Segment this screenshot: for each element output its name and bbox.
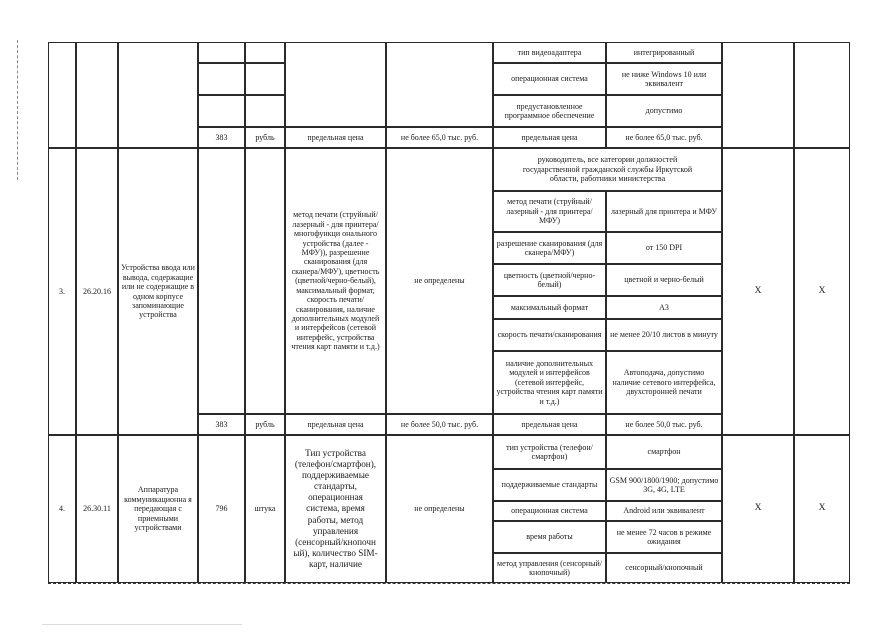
item4-okpd-code: 26.30.11	[76, 435, 118, 583]
top-price-code: 383	[198, 127, 245, 148]
top-price-limit-2: не более 65,0 тыс. руб.	[606, 127, 722, 148]
item3-price-unit: рубль	[245, 414, 285, 435]
item4-row3-value: Android или эквивалент	[606, 501, 722, 521]
item4-row4-value: не менее 72 часов в режиме ожидания	[606, 521, 722, 553]
col7-top	[386, 42, 493, 127]
scan-left-margin-line	[17, 40, 18, 180]
scan-artifact	[42, 624, 242, 625]
item3-number: 3.	[48, 148, 76, 435]
col2-top	[76, 42, 118, 148]
item4-number: 4.	[48, 435, 76, 583]
item3-row6-value: Автоподача, допустимо наличие сетевого интерфейса, двухсторонней печати	[606, 351, 722, 414]
top-price-unit: рубль	[245, 127, 285, 148]
top-r1-characteristic: тип видеоадаптера	[493, 42, 606, 63]
item3-x-mark-1: X	[722, 148, 794, 435]
item4-row4-characteristic: время работы	[493, 521, 606, 553]
bottom-border-line	[48, 583, 850, 584]
item3-row4-value: А3	[606, 296, 722, 319]
item3-category-header: руководитель, все категории должностей государственной гражданской службы Иркутской области, работники министерства	[493, 148, 722, 191]
col3-top	[118, 42, 198, 148]
item3-row2-characteristic: разрешение сканирования (для сканера/МФУ)	[493, 232, 606, 264]
col5-top-r3	[245, 95, 285, 127]
item3-characteristics: метод печати (струйный/лазерный - для принтера/многофункци онального устройства (далее - МФУ)), разрешение сканирования (для сканера/МФУ), цветность (цветной/черно-белый), максимальный формат, скорость печати/сканирования, наличие дополнительных модулей и интерфейсов (сетевой интерфейс, устройства чтения карт памяти и т.д.)	[285, 148, 386, 414]
item4-value: не определены	[386, 435, 493, 583]
col4-top-r1	[198, 42, 245, 63]
item3-okpd-code: 26.20.16	[76, 148, 118, 435]
top-price-label: предельная цена	[285, 127, 386, 148]
item4-row1-value: смартфон	[606, 435, 722, 469]
item3-unit	[245, 148, 285, 414]
item4-characteristics: Тип устройства (телефон/смартфон), поддерживаемые стандарты, операционная система, время работы, метод управления (сенсорный/кнопочн ый), количество SIM-карт, наличие	[285, 435, 386, 583]
item3-name: Устройства ввода или вывода, содержащие или не содержащие в одном корпусе запоминающие устройства	[118, 148, 198, 435]
item4-x-mark-2: X	[794, 435, 850, 583]
top-r1-value: интегрированный	[606, 42, 722, 63]
item3-x-mark-2: X	[794, 148, 850, 435]
col4-top-r3	[198, 95, 245, 127]
item4-row1-characteristic: тип устройства (телефон/смартфон)	[493, 435, 606, 469]
col4-top-r2	[198, 63, 245, 95]
item3-row4-characteristic: максимальный формат	[493, 296, 606, 319]
col5-top-r1	[245, 42, 285, 63]
item3-row5-characteristic: скорость печати/сканирования	[493, 319, 606, 351]
item3-row3-characteristic: цветность (цветной/черно-белый)	[493, 264, 606, 296]
item4-row2-characteristic: поддерживаемые стандарты	[493, 469, 606, 501]
col10-top	[722, 42, 794, 148]
item3-price-code: 383	[198, 414, 245, 435]
top-price-label-2: предельная цена	[493, 127, 606, 148]
item3-row3-value: цветной и черно-белый	[606, 264, 722, 296]
item4-x-mark-1: X	[722, 435, 794, 583]
item3-price-limit: не более 50,0 тыс. руб.	[386, 414, 493, 435]
item4-row2-value: GSM 900/1800/1900; допустимо 3G, 4G, LTE	[606, 469, 722, 501]
item3-value: не определены	[386, 148, 493, 414]
item3-row1-characteristic: метод печати (струйный/лазерный - для принтера/МФУ)	[493, 191, 606, 232]
col1-top	[48, 42, 76, 148]
item4-unit: штука	[245, 435, 285, 583]
top-r2-characteristic: операционная система	[493, 63, 606, 95]
item3-row5-value: не менее 20/10 листов в минуту	[606, 319, 722, 351]
item4-row5-characteristic: метод управления (сенсорный/кнопочный)	[493, 553, 606, 583]
item4-row5-value: сенсорный/кнопочный	[606, 553, 722, 583]
item3-price-label-2: предельная цена	[493, 414, 606, 435]
item3-code	[198, 148, 245, 414]
top-r3-value: допустимо	[606, 95, 722, 127]
top-r3-characteristic: предустановленное программное обеспечение	[493, 95, 606, 127]
item4-code: 796	[198, 435, 245, 583]
item3-price-limit-2: не более 50,0 тыс. руб.	[606, 414, 722, 435]
item4-row3-characteristic: операционная система	[493, 501, 606, 521]
item4-name: Аппаратура коммуникационна я передающая с приемными устройствами	[118, 435, 198, 583]
item3-row1-value: лазерный для принтера и МФУ	[606, 191, 722, 232]
item3-price-label: предельная цена	[285, 414, 386, 435]
col5-top-r2	[245, 63, 285, 95]
top-price-limit: не более 65,0 тыс. руб.	[386, 127, 493, 148]
top-r2-value: не ниже Windows 10 или эквивалент	[606, 63, 722, 95]
col6-top	[285, 42, 386, 127]
item3-row6-characteristic: наличие дополнительных модулей и интерфейсов (сетевой интерфейс, устройства чтения карт памяти и т.д.)	[493, 351, 606, 414]
col11-top	[794, 42, 850, 148]
item3-row2-value: от 150 DPI	[606, 232, 722, 264]
